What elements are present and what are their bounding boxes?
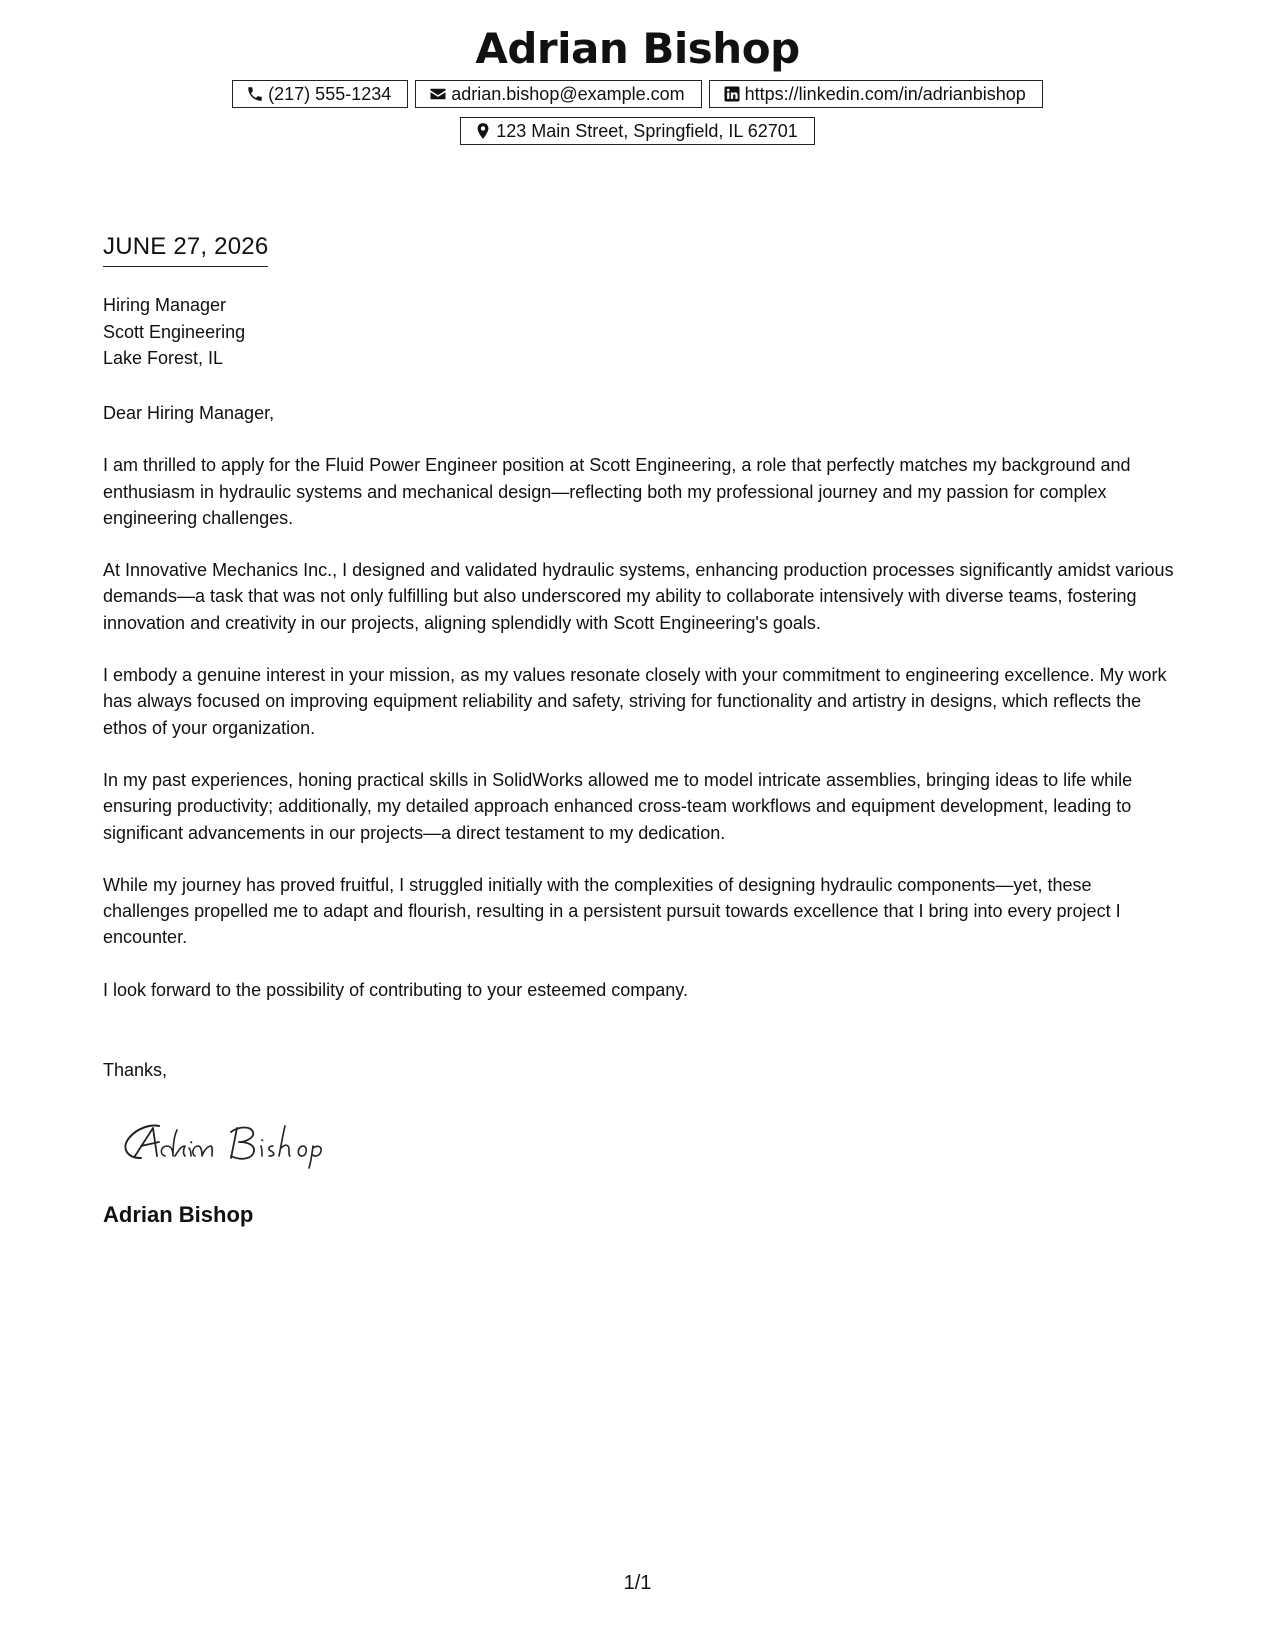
body-paragraph: I look forward to the possibility of contributing to your esteemed company.	[103, 979, 688, 1000]
recipient-block	[103, 292, 245, 372]
linkedin-icon	[723, 85, 741, 103]
phone-chip[interactable]	[232, 80, 408, 108]
letter-date: JUNE 27, 2026	[103, 233, 268, 267]
recipient-company: Scott Engineering	[103, 321, 246, 342]
envelope-icon	[429, 85, 447, 103]
salutation: Dear Hiring Manager,	[103, 403, 275, 423]
contact-row-primary	[0, 80, 1275, 108]
closing-line: Thanks,	[103, 1060, 168, 1080]
body-paragraph: In my past experiences, honing practical skills in SolidWorks allowed me to model intricate assemblies, bringing ideas to life while ensuring productivity; additionally, my detailed approach enhanced cross-team workflows and equipment development, leading to significant advancements in our projects—a direct testament to my dedication.	[103, 769, 1133, 843]
body-paragraph: While my journey has proved fruitful, I struggled initially with the complexities of designing hydraulic components—yet, these challenges propelled me to adapt and flourish, resulting in a persistent pursuit towards excellence that I bring into every project I encounter.	[103, 874, 1121, 948]
recipient-location: Lake Forest, IL	[103, 348, 224, 368]
phone-text: (217) 555-1234	[268, 83, 392, 104]
address-chip	[460, 117, 815, 145]
linkedin-chip[interactable]	[709, 80, 1043, 108]
body-paragraph: I am thrilled to apply for the Fluid Power Engineer position at Scott Engineering, a role that perfectly matches my background and enthusiasm in hydraulic systems and mechanical design—reflecting both my professional journey and my passion for complex engineering challenges.	[103, 455, 1131, 528]
body-paragraph: At Innovative Mechanics Inc., I designed and validated hydraulic systems, enhancing production processes significantly amidst various demands—a task that was not only fulfilling but also underscored my ability to collaborate intensively with diverse teams, fostering innovation and creativity in our projects, aligning splendidly with Scott Engineering's goals.	[103, 560, 1174, 633]
recipient-title: Hiring Manager	[103, 295, 227, 315]
body-paragraph: I embody a genuine interest in your mission, as my values resonate closely with your commitment to engineering excellence. My work has always focused on improving equipment reliability and safety, striving for functionality and artistry in designs, which reflects the ethos of your organization.	[103, 665, 1167, 738]
letter-body	[103, 400, 1178, 1029]
phone-icon	[246, 85, 264, 103]
handwritten-signature	[113, 1112, 353, 1172]
page-number: 1/1	[623, 1572, 652, 1594]
linkedin-text: https://linkedin.com/in/adrianbishop	[744, 83, 1026, 104]
signer-name: Adrian Bishop	[103, 1202, 254, 1227]
contact-row-secondary	[0, 117, 1275, 145]
email-chip[interactable]	[415, 80, 701, 108]
applicant-name-heading: Adrian Bishop	[475, 24, 800, 73]
map-marker-icon	[474, 122, 492, 140]
email-text: adrian.bishop@example.com	[451, 83, 685, 104]
address-text: 123 Main Street, Springfield, IL 62701	[496, 120, 798, 141]
